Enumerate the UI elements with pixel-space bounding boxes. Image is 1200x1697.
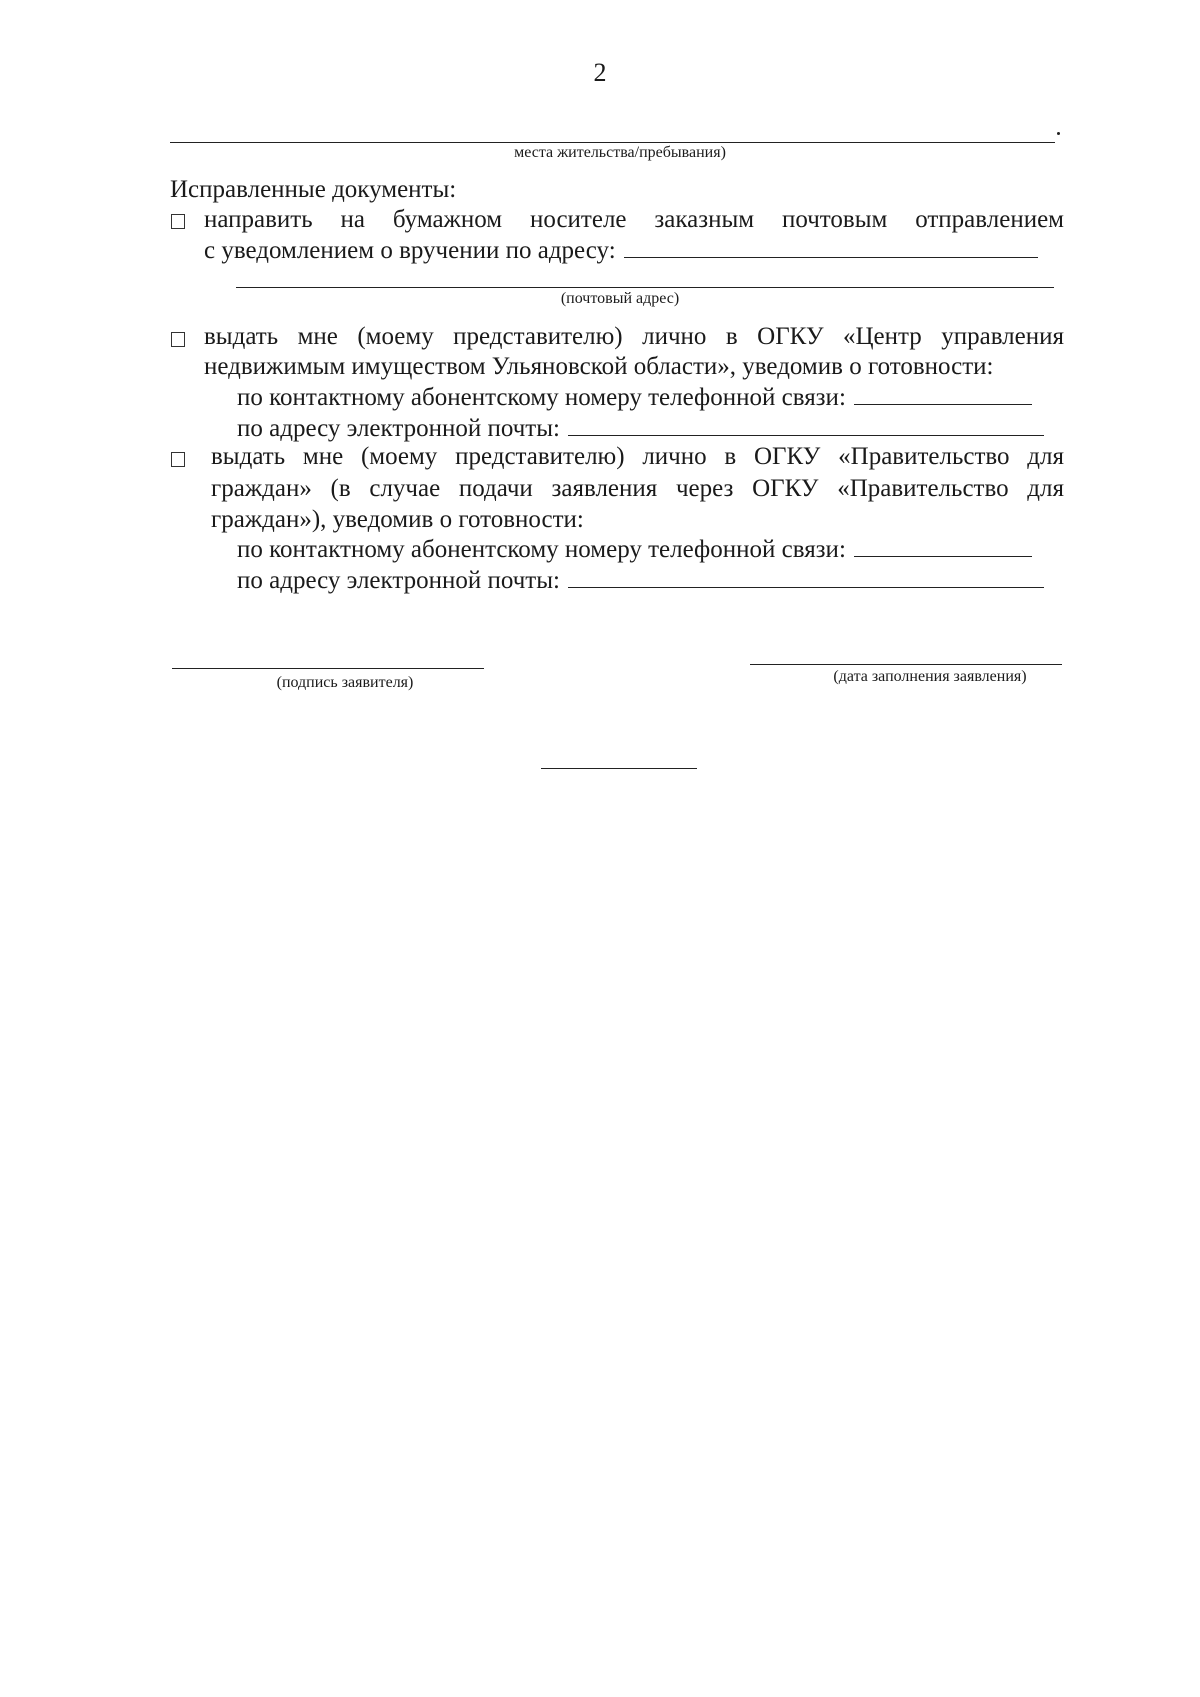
- period-mark: [1057, 132, 1060, 135]
- mail-option-line2-text: с уведомлением о вручении по адресу:: [204, 237, 616, 264]
- center-email-row: [237, 414, 1044, 444]
- closing-rule: [541, 768, 697, 769]
- gov-phone-field[interactable]: [854, 555, 1032, 557]
- center-phone-label: по контактному абонентскому номеру телефонной связи:: [237, 384, 846, 411]
- mail-address-field[interactable]: [624, 256, 1038, 258]
- gov-option-line2: граждан» (в случае подачи заявления через ОГКУ «Правительство для: [211, 475, 1064, 502]
- gov-phone-row: [237, 535, 1032, 565]
- signature-rule[interactable]: [172, 668, 484, 669]
- gov-email-field[interactable]: [568, 586, 1044, 588]
- gov-email-label: по адресу электронной почты:: [237, 567, 560, 594]
- gov-option-line1: выдать мне (моему представителю) лично в ОГКУ «Правительство для: [211, 443, 1064, 470]
- center-phone-field[interactable]: [854, 403, 1032, 405]
- postal-address-rule[interactable]: [236, 287, 1054, 288]
- center-option-line2: недвижимым имуществом Ульяновской области», уведомив о готовности:: [204, 353, 994, 380]
- center-option-line1: выдать мне (моему представителю) лично в ОГКУ «Центр управления: [204, 323, 1064, 350]
- date-caption: (дата заполнения заявления): [833, 668, 1027, 685]
- gov-option-line3: граждан»), уведомив о готовности:: [211, 506, 584, 533]
- mail-option-checkbox[interactable]: [171, 214, 185, 229]
- residence-caption: места жительства/пребывания): [514, 144, 726, 161]
- section-title: Исправленные документы:: [170, 176, 457, 203]
- gov-email-row: [237, 566, 1044, 596]
- center-email-label: по адресу электронной почты:: [237, 415, 560, 442]
- center-phone-row: [237, 383, 1032, 413]
- center-email-field[interactable]: [568, 434, 1044, 436]
- date-rule[interactable]: [750, 664, 1062, 665]
- residence-rule: [170, 142, 1055, 143]
- mail-option-line1: направить на бумажном носителе заказным почтовым отправлением: [204, 206, 1064, 233]
- postal-address-caption: (почтовый адрес): [560, 290, 680, 307]
- center-option-checkbox[interactable]: [171, 332, 185, 347]
- gov-phone-label: по контактному абонентскому номеру телефонной связи:: [237, 536, 846, 563]
- signature-caption: (подпись заявителя): [276, 674, 414, 691]
- mail-option-line2: [204, 236, 1038, 266]
- page-number: 2: [593, 58, 607, 87]
- gov-option-checkbox[interactable]: [171, 452, 185, 467]
